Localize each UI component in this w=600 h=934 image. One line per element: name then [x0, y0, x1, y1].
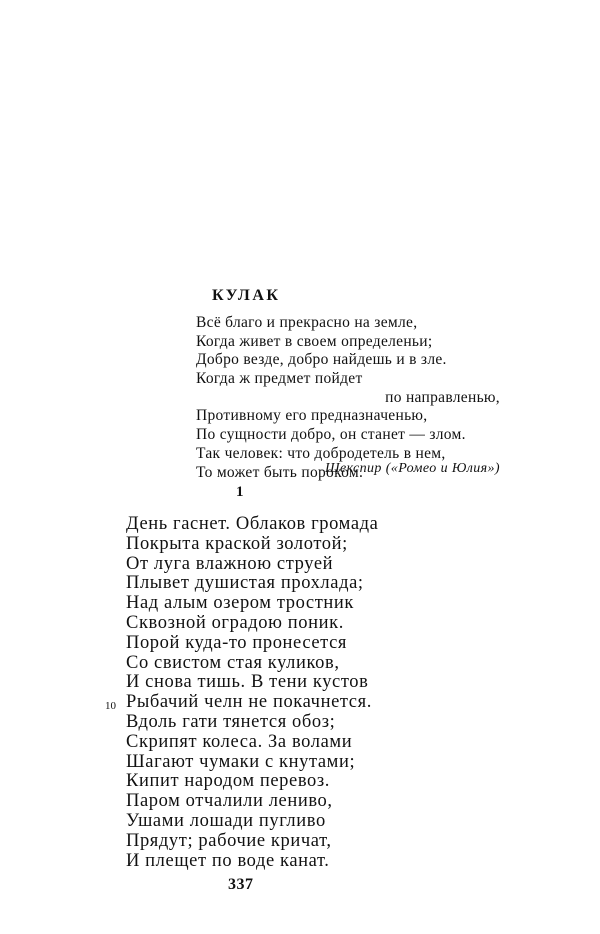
poem-line-text: Рыбачий челн не покачнется.	[126, 692, 372, 713]
poem-line: Прядут; рабочие кричат,	[126, 830, 332, 851]
epigraph-line: Так человек: что добродетель в нем,	[196, 444, 446, 462]
epigraph-line: Когда живет в своем определеньи;	[196, 332, 433, 350]
epigraph-line: по направленью,	[385, 388, 500, 406]
poem-line: Над алым озером тростник	[126, 593, 354, 614]
poem-line: День гаснет. Облаков громада	[126, 514, 379, 534]
poem-line: Порой куда-то пронесется	[126, 632, 347, 653]
section-number: 1	[236, 484, 244, 500]
poem-line: И снова тишь. В тени кустов	[126, 672, 369, 693]
poem-line: От луга влажною струей	[126, 553, 334, 574]
epigraph-line: Когда ж предмет пойдет	[196, 370, 363, 388]
poem-text	[105, 514, 379, 871]
epigraph-line: То может быть пороком.	[196, 463, 364, 481]
poem-line: Скрипят колеса. За волами	[126, 731, 353, 752]
poem-line: Шагают чумаки с кнутами;	[126, 751, 356, 772]
poem-title: КУЛАК	[212, 287, 281, 304]
poem-line: Покрыта краской золотой;	[126, 533, 348, 554]
page-number: 337	[228, 876, 254, 893]
epigraph-line: По сущности добро, он станет — злом.	[196, 426, 466, 444]
poem-line: Со свистом стая куликов,	[126, 652, 340, 673]
line-number-marker: 10	[105, 700, 116, 713]
poem-line-numbered	[105, 692, 378, 713]
epigraph-attribution: Шекспир («Ромео и Юлия»)	[324, 461, 500, 476]
poem-line: Вдоль гати тянется обоз;	[126, 711, 336, 732]
poem-line: И плещет по воде канат.	[126, 850, 330, 871]
epigraph-line: Противному его предназначенью,	[196, 407, 428, 425]
epigraph-line: Всё благо и прекрасно на земле,	[196, 314, 418, 331]
poem-line: Паром отчалили лениво,	[126, 791, 333, 812]
poem-line: Ушами лошади пугливо	[126, 810, 326, 831]
poem-line: Сквозной оградою поник.	[126, 612, 344, 633]
epigraph	[196, 314, 500, 482]
poem-line: Плывет душистая прохлада;	[126, 573, 364, 594]
epigraph-line: Добро везде, добро найдешь и в зле.	[196, 351, 447, 369]
poem-line: Кипит народом перевоз.	[126, 771, 331, 792]
